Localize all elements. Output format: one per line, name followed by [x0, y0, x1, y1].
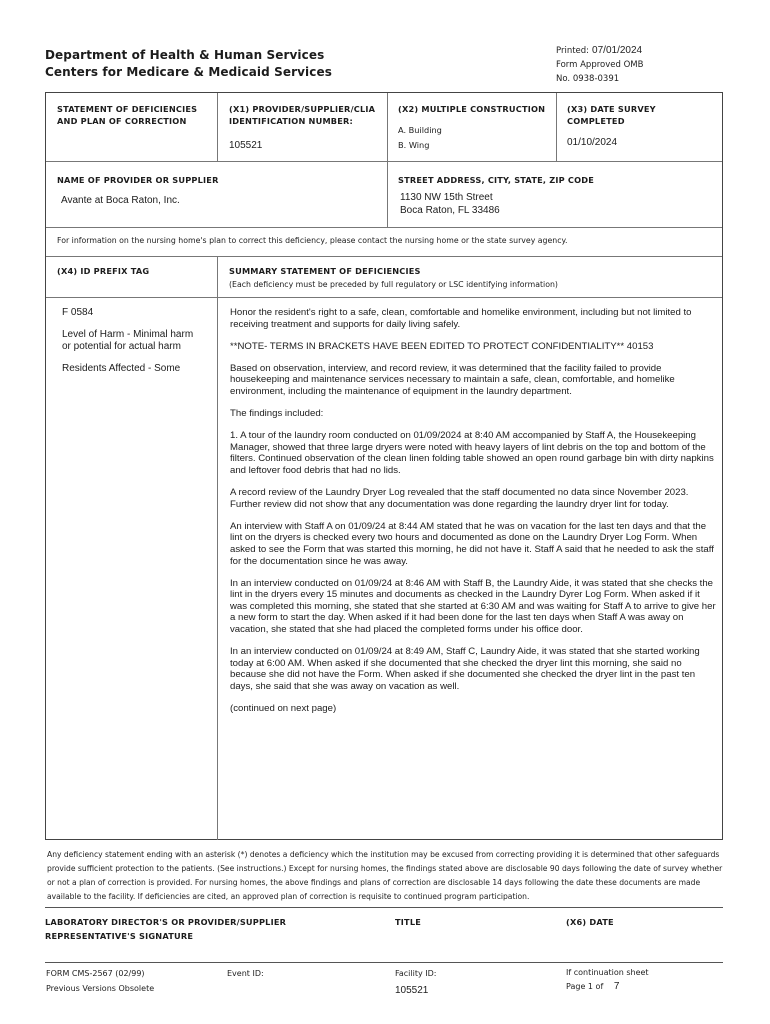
- row-divider: [46, 161, 722, 162]
- deficiency-form: [45, 92, 723, 840]
- printed-line: [556, 44, 643, 58]
- page-total: 7: [613, 981, 620, 992]
- x2-label: (X2) MULTIPLE CONSTRUCTION: [398, 104, 546, 114]
- col-divider: [387, 93, 388, 161]
- form-meta: [556, 44, 643, 86]
- x2-wing: B. Wing: [398, 140, 430, 150]
- agency-name: Centers for Medicare & Medicaid Services: [45, 65, 332, 79]
- deficiency-tag: [62, 307, 212, 385]
- provider-name: Avante at Boca Raton, Inc.: [61, 195, 180, 206]
- row-divider: [46, 297, 722, 298]
- title-label: TITLE: [395, 917, 422, 927]
- facility-id-label: Facility ID:: [395, 969, 437, 978]
- summary-statement-label: SUMMARY STATEMENT OF DEFICIENCIES: [229, 266, 421, 276]
- summary-paragraph: Honor the resident's right to a safe, clean, comfortable and homelike environment, including but not limited to receiving treatment and supports for daily living safely.: [230, 307, 692, 330]
- facility-id-value: 105521: [395, 985, 429, 996]
- summary-paragraph: An interview with Staff A on 01/09/24 at 8:44 AM stated that he was on vacation for the last ten days and that the lint on the dryers is checked every two hours and documented as done on the Laundry Dryer Log Form. When asked to see the Form that was started this morning, he did not have it. Staff A said that he needed to ask the staff for the documentation since he was away.: [230, 520, 714, 567]
- page-label: Page 1 of: [566, 982, 604, 991]
- col-divider: [556, 93, 557, 161]
- printed-date: 07/01/2024: [592, 45, 643, 56]
- summary-paragraph: 1. A tour of the laundry room conducted on 01/09/2024 at 8:40 AM accompanied by Staff A, the Housekeeping Manager, showed that three large dryers were noted with heavy layers of lint debris on the top and bottom of the filters. Continued observation of the clean linen folding table showed an open round garbage bin with dirty napkins and leftover food debris that had no lids.: [230, 430, 714, 476]
- statement-title: STATEMENT OF DEFICIENCIES AND PLAN OF CORRECTION: [57, 104, 198, 126]
- provider-id-number: 105521: [229, 140, 263, 151]
- street-address: 1130 NW 15th Street: [400, 192, 493, 203]
- x3-label: (X3) DATE SURVEY COMPLETED: [567, 104, 656, 126]
- signature-label: LABORATORY DIRECTOR'S OR PROVIDER/SUPPLIER REPRESENTATIVE'S SIGNATURE: [45, 917, 287, 941]
- summary-paragraph: In an interview conducted on 01/09/24 at 8:46 AM with Staff B, the Laundry Aide, it was stated that she checks the lint in the dryers every 15 minutes and documents as checked in the Laundry Dyrer Log Form. When asked if it was completed this morning, she stated that she started at 6:30 AM and was waiting for Staff A to arrive to give her a new form to start the day. When asked if it had been done for the last ten days when Staff A was away on vacation, she stated that she had placed the completed forms under his office door.: [230, 577, 716, 635]
- col-divider: [387, 161, 388, 227]
- harm-level: Level of Harm - Minimal harm or potential for actual harm: [62, 329, 194, 352]
- signature-date-label: (X6) DATE: [566, 917, 614, 927]
- row-divider: [46, 227, 722, 228]
- previous-versions: Previous Versions Obsolete: [46, 984, 155, 993]
- agency-header: [45, 47, 332, 81]
- continuation-label: If continuation sheet: [566, 968, 649, 977]
- form-approved: Form Approved OMB: [556, 60, 644, 70]
- deficiency-summary: [230, 307, 718, 725]
- summary-paragraph: A record review of the Laundry Dryer Log revealed that the staff documented no data since November 2023. Further review did not show that any documentation was done regarding the laundry dryer lint for today.: [230, 487, 689, 510]
- col-divider: [217, 256, 218, 840]
- summary-paragraph: Based on observation, interview, and record review, it was determined that the facility failed to provide housekeeping and maintenance services necessary to maintain a safe, clean, comfortable, and homelike environment, including the maintenance of equipment in the laundry department.: [230, 362, 675, 397]
- summary-paragraph: In an interview conducted on 01/09/24 at 8:49 AM, Staff C, Laundry Aide, it was stated that she started working today at 6:00 AM. When asked if she documented that she checked the dryer lint this morning, she said no because she did not have the Form. When asked if she documented she checked the dryer lint in the past ten days, she said that she was away on vacation as well.: [230, 646, 700, 692]
- event-id-label: Event ID:: [227, 969, 264, 978]
- x2-building: A. Building: [398, 125, 442, 135]
- printed-label: Printed:: [556, 46, 590, 56]
- provider-name-label: NAME OF PROVIDER OR SUPPLIER: [57, 175, 219, 185]
- department-name: Department of Health & Human Services: [45, 48, 325, 62]
- info-note: For information on the nursing home's plan to correct this deficiency, please contact the nursing home or the state survey agency.: [57, 236, 568, 245]
- row-divider: [46, 256, 722, 257]
- footer-divider: [45, 962, 723, 963]
- summary-statement-note: (Each deficiency must be preceded by full regulatory or LSC identifying information): [229, 280, 558, 289]
- summary-paragraph: **NOTE- TERMS IN BRACKETS HAVE BEEN EDITED TO PROTECT CONFIDENTIALITY** 40153: [230, 340, 654, 352]
- omb-number: No. 0938-0391: [556, 74, 620, 84]
- form-id: FORM CMS-2567 (02/99): [46, 969, 145, 978]
- page-indicator: [566, 980, 619, 994]
- id-prefix-tag-label: (X4) ID PREFIX TAG: [57, 266, 150, 276]
- survey-completed-date: 01/10/2024: [567, 137, 618, 148]
- city-state-zip: Boca Raton, FL 33486: [400, 205, 500, 216]
- col-divider: [217, 93, 218, 161]
- residents-affected: Residents Affected - Some: [62, 363, 181, 374]
- address-label: STREET ADDRESS, CITY, STATE, ZIP CODE: [398, 175, 595, 185]
- continued-note: (continued on next page): [230, 702, 337, 714]
- summary-paragraph: The findings included:: [230, 408, 324, 420]
- tag-id: F 0584: [62, 307, 94, 318]
- signature-divider: [45, 907, 723, 908]
- disclaimer-text: Any deficiency statement ending with an asterisk (*) denotes a deficiency which the institution may be excused from correcting providing it is determined that other safeguards provide sufficient protection to the patients. (See instructions.) Except for nursing homes, the findings stated above are disclosable 90 days following the date of survey whether or not a plan of correction is provided. For nursing homes, the above findings and plans of correction are disclosable 14 days following the date these documents are made available to the facility. If deficiencies are cited, an approved plan of correction is requisite to continued program participation.: [47, 850, 723, 901]
- x1-label: (X1) PROVIDER/SUPPLIER/CLIA IDENTIFICATION NUMBER:: [229, 104, 376, 126]
